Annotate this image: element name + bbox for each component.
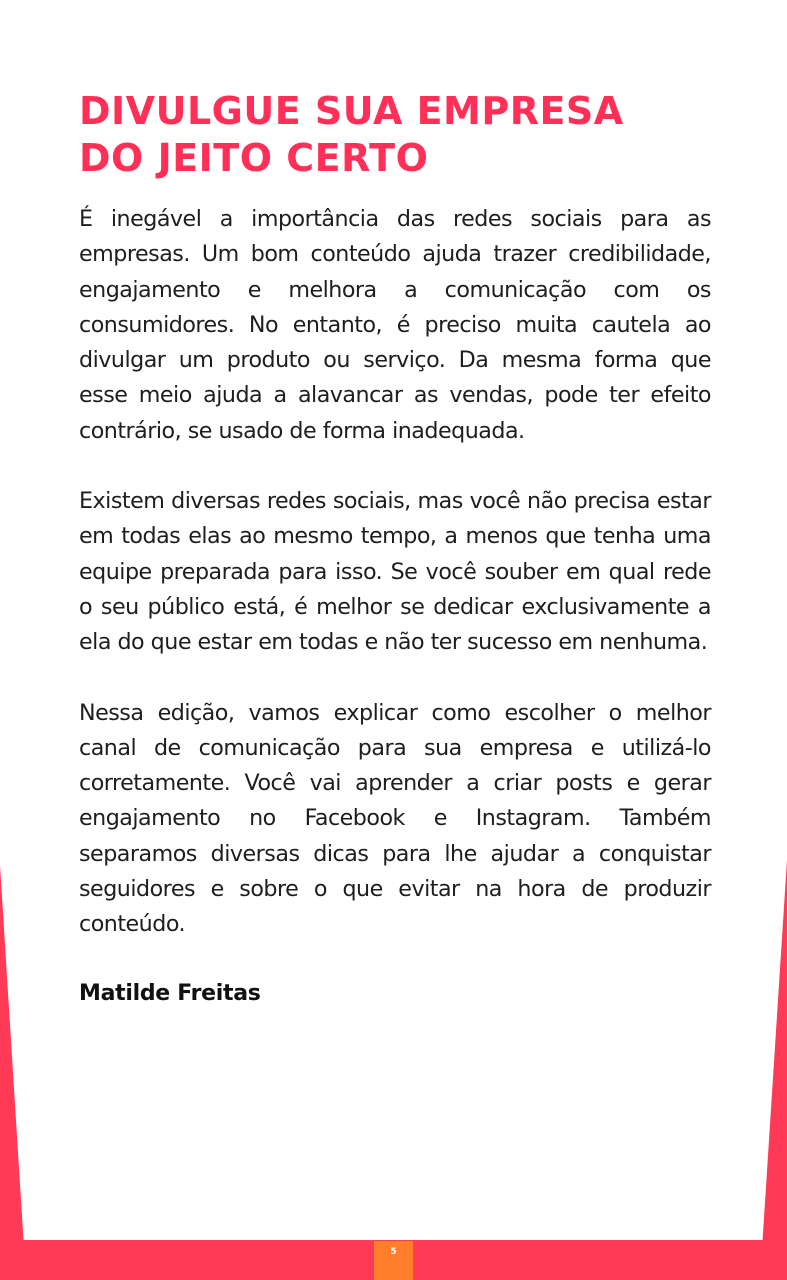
article xyxy=(79,88,711,1009)
paragraph-2: Existem diversas redes sociais, mas você não precisa estar em todas elas ao mesmo tempo, a menos que tenha uma equipe preparada para isso. Se você souber em qual rede o seu público está, é melhor se dedicar exclusivamente a ela do que estar em todas e não ter sucesso em nenhuma. xyxy=(79,488,711,656)
title-line-1: DIVULGUE SUA EMPRESA xyxy=(79,89,624,133)
paragraph-1: É inegável a importância das redes sociais para as empresas. Um bom conteúdo ajuda trazer credibilidade, engajamento e melhora a comunicação com os consumidores. No entanto, é preciso muita cautela ao divulgar um produto ou serviço. Da mesma forma que esse meio ajuda a alavancar as vendas, pode ter efeito contrário, se usado de forma inadequada. xyxy=(79,206,711,444)
frame-left-wedge xyxy=(0,865,26,1280)
author-signature: Matilde Freitas xyxy=(79,980,261,1006)
page-title xyxy=(79,88,711,182)
page-number: 5 xyxy=(390,1247,397,1257)
page-number-badge xyxy=(374,1241,413,1280)
paragraph-3: Nessa edição, vamos explicar como escolher o melhor canal de comunicação para sua empresa e utilizá-lo corretamente. Você vai aprender a criar posts e gerar engajamento no Facebook e Instagram. Também separamos diversas dicas para lhe ajudar a conquistar seguidores e sobre o que evitar na hora de produzir conteúdo. xyxy=(79,699,711,938)
title-line-2: DO JEITO CERTO xyxy=(79,136,429,180)
frame-right-wedge xyxy=(760,860,787,1280)
